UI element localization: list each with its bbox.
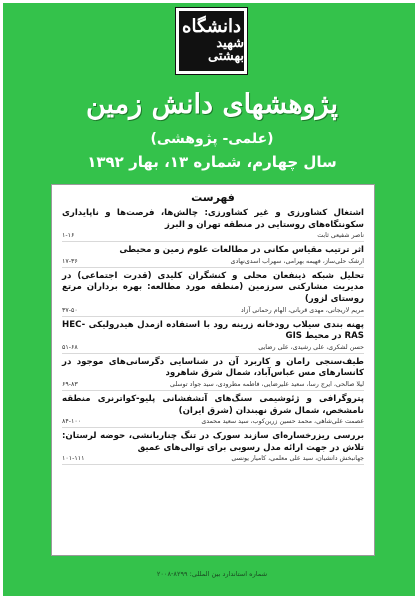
- issn-number: شماره استاندارد بین المللی: ۸۲۹۹-۲۰۰۸: [156, 570, 268, 578]
- entry-title: اشتغال کشاورزی و غیر کشاورزی: چالش‌ها، فرصت‌ها و ناپایداری سکونتگاه‌های روستایی در منطقه تهران و البرز: [62, 208, 364, 230]
- toc-entry[interactable]: [62, 394, 364, 428]
- entry-title: پهنه بندی سیلاب رودخانه زرینه رود با استفاده ازمدل هیدرولیکی HEC-RAS در محیط GIS: [62, 319, 364, 342]
- entry-title: طیف‌سنجی رامان و کاربرد آن در شناسایی دگرسانی‌های موجود در کانسارهای مس عباس‌آباد، شمال شرق شاهرود: [62, 356, 364, 379]
- table-of-contents: [51, 184, 375, 556]
- entry-meta: [62, 454, 364, 465]
- entry-authors: ارشک حلی‌ساز، فهیمه بهرامی، سهراب اسدی‌نهادی: [230, 257, 364, 265]
- logo-text-line2: شهید بهشتی: [208, 35, 244, 65]
- entry-authors: ناصر شفیعی ثابت: [317, 232, 364, 240]
- entry-authors: جهانبخش دانشیان، سید علی معلمی، کامیار یونسی: [231, 455, 364, 463]
- entry-meta: [62, 343, 364, 354]
- toc-entry[interactable]: [62, 320, 364, 354]
- entry-meta: [62, 417, 364, 428]
- entry-authors: مریم لاریجانی، مهدی قربانی، الهام رحمانی آزاد: [240, 306, 364, 314]
- entry-pages: ۵۱-۶۸: [62, 343, 78, 351]
- entry-meta: [62, 306, 364, 317]
- entry-pages: ۳۷-۵۰: [62, 306, 78, 314]
- entry-meta: [62, 257, 364, 268]
- entry-pages: ۸۴-۱۰۰: [62, 418, 82, 426]
- university-logo: [176, 8, 247, 74]
- toc-entry[interactable]: [62, 357, 364, 391]
- entry-meta: [62, 380, 364, 391]
- journal-type: (علمی- پژوهشی): [150, 131, 274, 147]
- journal-title: پژوهشهای دانش زمین: [85, 89, 339, 120]
- toc-entry[interactable]: [62, 431, 364, 465]
- entry-authors: حسن لشکری، علی رشیدی، علی رضایی: [258, 343, 364, 351]
- entry-meta: [62, 231, 364, 242]
- entry-title: بررسی ریزرخساره‌ای سازند سورک در تنگ چناربانشی، حوضه لرستان: تلاش در جهت ارائه مدل رسوبی برای توالی‌های عمیق: [62, 431, 364, 453]
- toc-entry[interactable]: [62, 271, 364, 317]
- toc-entry[interactable]: [62, 208, 364, 242]
- logo-text-line1: دانشگاه: [182, 15, 241, 37]
- entry-title: تحلیل شبکه ذینفعان محلی و کنشگران کلیدی (قدرت اجتماعی) در مدیریت مشارکتی سرزمین (منطقه مورد مطالعه: بهره برداران مرتع روستای لزور): [62, 270, 364, 304]
- entry-authors: عصمت علی‌شاهی، محمد حسین زرین‌کوب، سید سعید محمدی: [201, 418, 364, 426]
- entry-title: پتروگرافی و ژئوشیمی سنگ‌های آتشفشانی پلیو-کواترنری منطقه نامشخص، شمال شرق نهبندان (شرق ایران): [62, 393, 364, 416]
- entry-title: اثر ترتیب مقیاس مکانی در مطالعات علوم زمین و محیطی: [119, 245, 364, 256]
- issue-info: سال چهارم، شماره ۱۳، بهار ۱۳۹۲: [87, 153, 337, 171]
- entry-authors: لیلا صالحی، ایرج رسا، سعید علیرضایی، فاطمه مطرودی، سید جواد توسلی: [169, 380, 364, 388]
- entry-pages: ۶۹-۸۳: [62, 380, 78, 388]
- toc-heading: فهرست: [191, 191, 235, 204]
- entry-pages: ۱-۱۶: [62, 232, 75, 240]
- entry-pages: ۱۷-۳۶: [62, 257, 78, 265]
- entry-pages: ۱۰۱-۱۱۱: [62, 455, 85, 463]
- toc-entry[interactable]: [62, 245, 364, 268]
